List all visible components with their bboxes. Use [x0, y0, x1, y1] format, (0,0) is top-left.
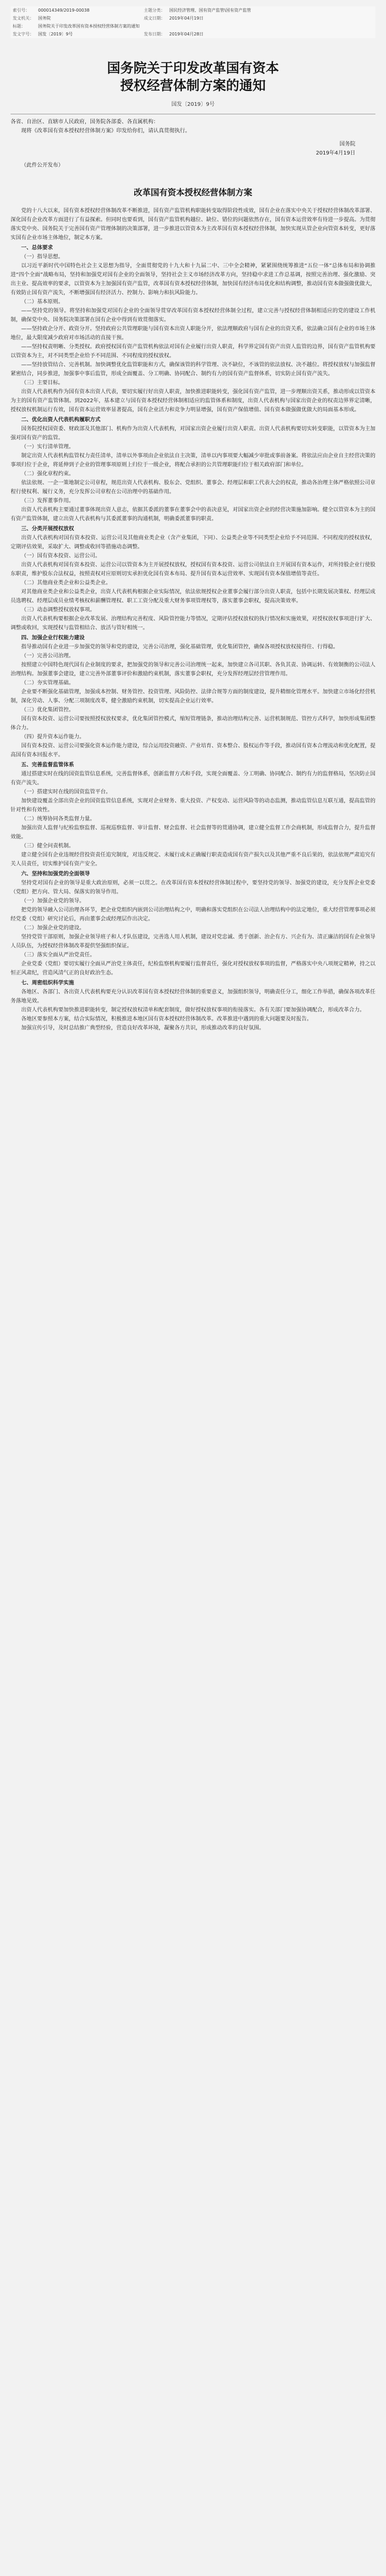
body-paragraph: 企业党委（党组）要切实履行全面从严治党主体责任，纪检监察机构要履行监督责任，强化对授权放权事项的监督，严格落实中央八项规定精神，持之以恒正风肃纪，营造风清气正的良好政治生态。: [11, 961, 375, 976]
body-paragraph: 依法依规、一企一策地制定公司章程，规范出资人代表机构、股东会、党组织、董事会、经理层和职工代表大会的权责，推动各治理主体严格依照公司章程行使权利、履行义务，充分发挥公司章程在公司治理中的基础作用。: [11, 480, 375, 495]
body-paragraph: 各地区要参照本方案，结合实际情况，积极推进本地区国有资本授权经营体制改革。改革推进中遇到的重大问题要及时报告。: [21, 1016, 312, 1022]
section-heading: 五、完善监督监管体系: [21, 762, 74, 768]
subsection-heading: （三）健全问责机制。: [21, 843, 74, 849]
meta-value: 2019年04月19日: [169, 16, 204, 21]
signer: 国务院: [339, 141, 355, 147]
body-paragraph: 对其他商业类企业和公益类企业，出资人代表机构根据企业实际情况，依法依规授权企业董事会履行部分出资人职责，包括中长期发展决策权、经理层成员选聘权、经理层成员业绩考核权和薪酬管理权、职工工资分配及重大财务事项管理权等，落实董事会职权，提高决策效率。: [11, 589, 375, 604]
document-number: 国发〔2019〕9号: [171, 102, 215, 107]
body-paragraph: 加强出资人监督与纪检监察监督、巡视巡察监督、审计监督、财会监督、社会监督等的贯通协调，建立健全监督工作会商机制，形成监督合力，提升监督效能。: [11, 825, 375, 840]
subsection-heading: （二）其他商业类企业和公益类企业。: [21, 580, 111, 586]
subsection-heading: （二）强化章程约束。: [21, 471, 74, 477]
body-paragraph: 国务院授权国资委、财政部及其他部门、机构作为出资人代表机构，对国家出资企业履行出资人职责。出资人代表机构要切实转变职能，以管资本为主加强对国有资产的监管。: [11, 426, 375, 441]
subsection-heading: （四）提升资本运作能力。: [21, 734, 85, 740]
subsection-heading: （二）统筹协同各类监督力量。: [21, 816, 95, 822]
subsection-heading: （二）夯实管理基础。: [21, 680, 74, 686]
subsection-heading: （二）基本原则。: [21, 299, 63, 305]
document-header: [11, 59, 375, 107]
subsection-heading: （一）完善公司治理。: [21, 653, 74, 659]
meta-key: 发文字号：: [13, 32, 34, 37]
meta-value: 国务院关于印发改革国有资本授权经营体制方案的通知: [38, 24, 140, 29]
body-paragraph: 党的十八大以来，国有资本授权经营体制改革不断推进，国有资产监管机构职能转变取得阶段性成效，国有企业在落实中央关于授权经营体制改革部署、深化国有企业改革方面进行了有益探索。但同时也要看到，国有资产监管机构越位、缺位、错位的问题依然存在，国有资本运营效率有待进一步提高。为贯彻落实党中央、国务院关于完善国有资产管理体制的决策部署，进一步推进以管资本为主改革国有资本授权经营体制，加快实现从管企业向管资本转变，更好落实国有企业市场主体地位，制定本方案。: [11, 208, 375, 241]
meta-row: [11, 22, 375, 30]
subsection-heading: （二）加强企业党的建设。: [21, 925, 85, 931]
meta-key: 发布日期：: [144, 32, 165, 37]
meta-value: 国发〔2019〕9号: [38, 32, 73, 37]
section-heading: 七、周密组织科学实施: [21, 980, 74, 986]
body-paragraph: ——坚持放管结合、完善机制。加快调整优化监管职能和方式，确保该管的科学管理、决不缺位，不该管的依法放权、决不越位。将授权放权与加强监督紧密结合，同步推进，加强事中事后监管，形成全面覆盖、分工明确、协同配合、制约有力的国有资产监督体系，切实防止国有资产流失。: [11, 362, 375, 377]
meta-value: 000014349/2019-00038: [38, 8, 90, 13]
subsection-heading: （一）实行清单管理。: [21, 444, 74, 450]
meta-value: 2019年04月28日: [169, 32, 204, 37]
body-paragraph: ——坚持权责明晰、分类授权。政府授权国有资产监管机构依法对国有企业履行出资人职责，科学界定国有资产出资人监管的边界，国有资产监管机构要以管资本为主，对不同类型企业给予不同范围、不同程度的授权放权。: [11, 344, 375, 359]
addressee: 各省、自治区、直辖市人民政府，国务院各部委、各直属机构：: [11, 119, 159, 125]
body-paragraph: 出资人代表机构对国有资本投资、运营公司以管资本为主开展授权放权，授权国有资本投资、运营公司依法自主开展国有资本运作，对所持股企业行使股东职责，维护股东合法权益，按照责权对应原则切实承担优化国有资本布局、提升国有资本运营效率、实现国有资本保值增值等责任。: [11, 562, 375, 577]
body-paragraph: 出资人代表机构主要通过董事体现出资人意志，依据其委派的董事在董事会中的表决意见，对国家出资企业的经营决策施加影响。健全以管资本为主的国有资产监管体制，建立出资人代表机构与其委派董事的沟通机制，明确委派董事的职责。: [11, 507, 375, 522]
section-heading: 二、优化出资人代表机构履职方式: [21, 417, 100, 423]
section-heading: 一、总体要求: [21, 245, 53, 251]
subsection-heading: （三）优化集团管控。: [21, 707, 74, 713]
body-paragraph: 把党的领导融入公司治理各环节，把企业党组织内嵌到公司治理结构之中，明确和落实党组织在公司法人治理结构中的法定地位，重大经营管理事项必须经党委（党组）研究讨论后，再由董事会或经理层作出决定。: [11, 907, 375, 922]
meta-key: 发文机关：: [13, 16, 34, 21]
body-paragraph: 加快建设覆盖全部出资企业的国资监管信息系统，实现对企业财务、重大投资、产权变动、运营风险等的动态监测，推动监管信息互联互通，提高监管的针对性和有效性。: [11, 798, 375, 813]
plan-title: 改革国有资本授权经营体制方案: [133, 187, 252, 197]
body-paragraph: 以习近平新时代中国特色社会主义思想为指导，全面贯彻党的十九大和十九届二中、三中全会精神，紧紧围绕统筹推进“五位一体”总体布局和协调推进“四个全面”战略布局，坚持和加强党对国有企业的全面领导，坚持社会主义市场经济改革方向，坚持稳中求进工作总基调，按照完善治理、强化激励、突出主业、提高效率的要求，以管资本为主加强国有资产监管，改革国有资本授权经营体制，加快国有经济布局优化和结构调整，推动国有资本做强做优做大，有效防止国有资产流失，不断增强国有经济活力、控制力、影响力和抗风险能力。: [11, 263, 375, 296]
document-meta-table: [11, 6, 375, 38]
body-paragraph: 指导推动国有企业进一步加强党的领导和党的建设，完善公司治理，强化基础管理，优化集团管控，确保各项授权放权接得住、行得稳。: [21, 644, 338, 650]
body-paragraph: ——坚持政企分开、政资分开。坚持政府公共管理职能与国有资本出资人职能分开，依法理顺政府与国有企业的出资关系，依法确立国有企业的市场主体地位，最大限度减少政府对市场活动的直接干预。: [11, 326, 375, 341]
body-paragraph: 国有资本投资、运营公司要强化资本运作能力建设，综合运用投资融资、产业培育、资本整合、股权运作等手段，推动国有资本合理流动和优化配置，提高国有资本回报水平。: [11, 743, 375, 758]
body-paragraph: 国有资本投资、运营公司要按照授权放权要求，优化集团管控模式，缩短管理链条，推动治理结构完善、运营机制规范、管控方式科学，加快形成集团整体合力。: [11, 716, 375, 731]
meta-body: [11, 6, 375, 38]
publication-note: （此件公开发布）: [21, 162, 63, 168]
meta-key: [142, 22, 167, 30]
body-paragraph: 加强宣传引导，及时总结推广典型经验，营造良好改革环境，凝聚各方共识，形成推动改革的良好氛围。: [21, 1025, 264, 1031]
body-paragraph: 按照建立中国特色现代国有企业制度的要求，把加强党的领导和完善公司治理统一起来，加快建立各司其职、各负其责、协调运转、有效制衡的公司法人治理结构。加强董事会建设，建立完善外部董事评价和激励约束机制，落实董事会职权，充分发挥经理层经营管理作用。: [11, 662, 375, 677]
body-paragraph: 通过搭建实时在线的国资监管信息系统，完善监督体系，创新监督方式和手段，实现全面覆盖、分工明确、协同配合、制约有力的监督格局，坚决防止国有资产流失。: [11, 771, 375, 786]
subsection-heading: （一）国有资本投资、运营公司。: [21, 553, 100, 559]
meta-key: 主题分类：: [144, 8, 165, 13]
body-paragraph: 建立健全国有企业违规经营投资责任追究制度，对违反规定、未履行或未正确履行职责造成国有资产损失以及其他严重不良后果的，依法依规严肃追究有关人员责任，切实维护国有资产安全。: [11, 852, 375, 867]
subsection-heading: （三）落实全面从严治党责任。: [21, 952, 95, 958]
subsection-heading: （三）动态调整授权放权事项。: [21, 607, 95, 613]
meta-row: [11, 6, 375, 14]
meta-key: 标题：: [13, 24, 25, 29]
intro-paragraph: 现将《改革国有资本授权经营体制方案》印发给你们，请认真贯彻执行。: [21, 128, 190, 134]
subsection-heading: （三）发挥董事作用。: [21, 498, 74, 504]
subsection-heading: （一）搭建实时在线的国资监管平台。: [21, 789, 111, 795]
body-paragraph: 出资人代表机构要加快推进职能转变，制定授权放权清单和配套制度，做好授权放权事项的衔接落实。各有关部门要加强协调配合，形成改革合力。: [21, 1007, 365, 1013]
body-paragraph: ——坚持党的领导。将坚持和加强党对国有企业的全面领导贯穿改革国有资本授权经营体制全过程，建立完善与授权经营体制相适应的党的建设工作机制，确保党中央、国务院决策部署在国有企业中得到有效贯彻落实。: [11, 308, 375, 323]
document-title-line-2: 授权经营体制方案的通知: [120, 78, 266, 93]
section-heading: 四、加强企业行权能力建设: [21, 635, 85, 641]
body-paragraph: 出资人代表机构要根据企业改革发展、治理结构完善程度、风险管控能力等情况，定期评估授权放权的执行情况和实施效果，对授权放权事项进行扩大、调整或收回，实现授权与监管相结合、放活与管好相统一。: [11, 616, 375, 631]
body-paragraph: 出资人代表机构作为国有资本出资人代表，要切实履行好出资人职责，加快推进职能转变，强化国有资产监管，进一步理顺出资关系，推动形成以管资本为主的国有资产监管体制。到2022年，基本建立与国有资本授权经营体制相适应的监管体系和制度，出资人代表机构与国家出资企业的权责边界界定清晰，授权放权机制运行有效，国有资本运营效率显著提高，国有企业活力和竞争力明显增强，国有资产保值增值、国有资本做强做优做大的局面基本形成。: [11, 389, 375, 413]
subsection-heading: （一）加强企业党的领导。: [21, 898, 85, 904]
sign-date: 2019年4月19日: [316, 150, 355, 156]
section-heading: 三、分类开展授权放权: [21, 526, 74, 532]
subsection-heading: （一）指导思想。: [21, 254, 63, 260]
meta-value: 国民经济管理、国有资产监管\国有资产监管: [169, 8, 251, 13]
meta-row: [11, 30, 375, 38]
body-paragraph: 制定出资人代表机构监管权力责任清单，清单以外事项由企业依法自主决策，清单以内事项要大幅减少审批或事前备案。将依法应由企业自主经营决策的事项归位于企业，将延伸到子企业的管理事项原则上归位于一级企业，将配合承担的公共管理职能归位于相关政府部门和单位。: [11, 453, 375, 468]
body-paragraph: 出资人代表机构对国有资本投资、运营公司及其他商业类企业（含产业集团，下同）、公益类企业等不同类型企业给予不同范围、不同程度的授权放权，定期评估效果，采取扩大、调整或收回等措施动态调整。: [11, 535, 375, 550]
body-paragraph: 坚持党对国有企业的领导是重大政治原则，必须一以贯之。在改革国有资本授权经营体制过程中，要坚持党的领导、加强党的建设，充分发挥企业党委（党组）把方向、管大局、保落实的领导作用。: [11, 880, 375, 895]
meta-value: [167, 22, 375, 30]
plan-body: [11, 206, 375, 1033]
body-paragraph: 坚持党管干部原则，加强企业领导班子和人才队伍建设，完善选人用人机制，建设对党忠诚、勇于创新、治企有方、兴企有为、清正廉洁的国有企业领导人员队伍，为授权经营体制改革提供坚强组织保证。: [11, 934, 375, 949]
subsection-heading: （三）主要目标。: [21, 380, 63, 386]
meta-key: 成文日期：: [144, 16, 165, 21]
document-title-line-1: 国务院关于印发改革国有资本: [107, 60, 279, 76]
meta-key: 索引号：: [13, 8, 30, 13]
meta-value: 国务院: [38, 16, 51, 21]
body-paragraph: 各地区、各部门、各出资人代表机构要充分认识改革国有资本授权经营体制的重要意义，加强组织领导，明确责任分工，细化工作举措，确保各项改革任务落地见效。: [11, 989, 375, 1004]
section-heading: 六、坚持和加强党的全面领导: [21, 871, 90, 877]
meta-row: [11, 14, 375, 22]
body-paragraph: 企业要不断强化基础管理，加强成本控制、财务管控、投资管理、风险防控、法律合规等方面的制度建设，提升精细化管理水平。加快建立市场化经营机制，深化劳动、人事、分配三项制度改革，健全激励约束机制，切实提高企业运行效率。: [11, 689, 375, 704]
